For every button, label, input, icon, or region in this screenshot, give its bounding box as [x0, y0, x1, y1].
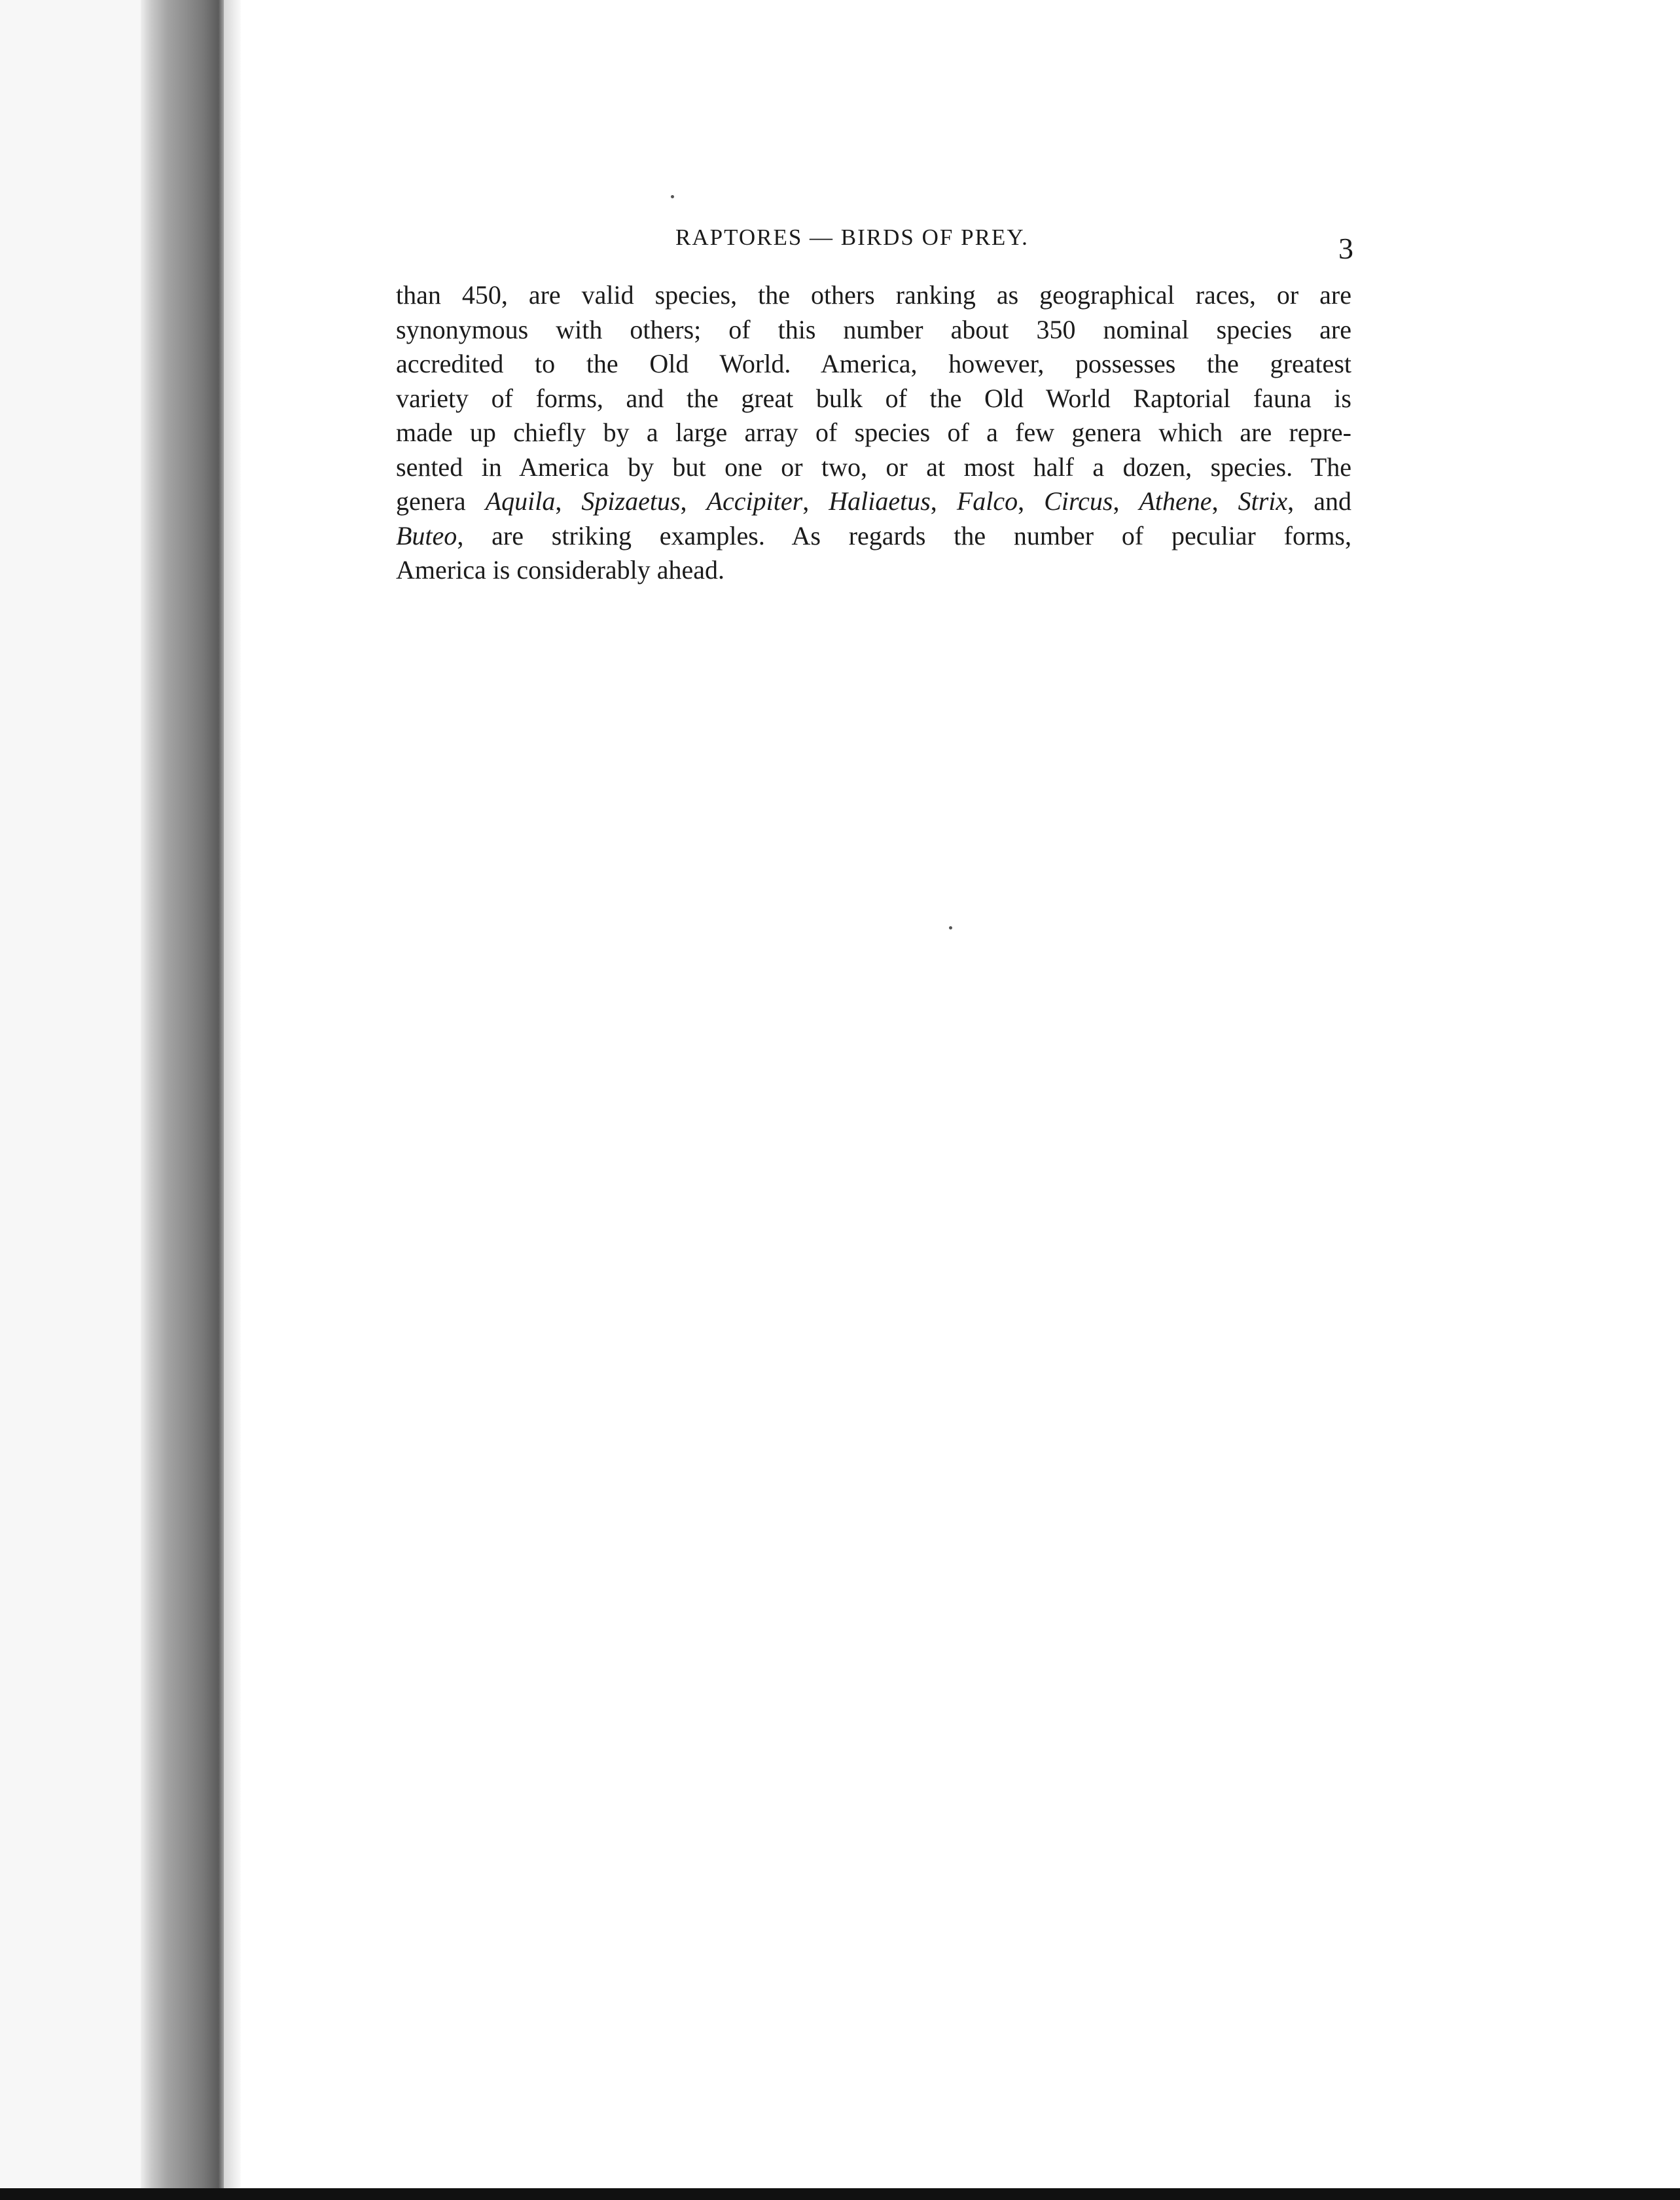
line-tail: are striking examples. As regards the number of peculiar forms,	[491, 520, 1351, 550]
genus-name: Buteo	[396, 520, 457, 550]
text-line-8: Buteo, are striking examples. As regards the number of peculiar forms,	[396, 520, 1351, 550]
text-line-6: sented in America by but one or two, or at most half a dozen, species. The	[396, 452, 1351, 482]
running-head-title: RAPTORES — BIRDS OF PREY.	[675, 225, 1029, 250]
genus-name: Haliaetus	[829, 486, 931, 516]
genus-name: Aquila	[485, 486, 556, 516]
dust-speck	[671, 195, 674, 198]
genus-name: Athene	[1139, 486, 1212, 516]
page-number: 3	[1338, 232, 1353, 265]
left-page-margin	[0, 0, 141, 2200]
text-line-2: synonymous with others; of this number about 350 nominal species are	[396, 314, 1351, 344]
running-head	[393, 213, 1545, 272]
page-bottom-edge	[0, 2188, 1680, 2200]
genus-name: Accipiter	[706, 486, 803, 516]
text-line-5: made up chiefly by a large array of species of a few genera which are repre-	[396, 418, 1351, 447]
binding-gutter-shadow	[141, 0, 229, 2200]
genus-name: Strix	[1238, 486, 1288, 516]
text-line-1: than 450, are valid species, the others ranking as geographical races, or are	[396, 280, 1351, 310]
genus-name: Circus	[1044, 486, 1113, 516]
text-line-4: variety of forms, and the great bulk of the Old World Raptorial fauna is	[396, 383, 1351, 413]
text-line-3: accredited to the Old World. America, however, possesses the greatest	[396, 349, 1351, 378]
dust-speck	[949, 926, 952, 929]
genus-name: Spizaetus	[581, 486, 681, 516]
genera-lead-word: genera	[396, 486, 466, 516]
body-paragraph	[396, 278, 1351, 588]
text-line-7: genera Aquila, Spizaetus, Accipiter, Haliaetus, Falco, Circus, Athene, Strix, and	[396, 486, 1351, 516]
genus-name: Falco	[956, 486, 1018, 516]
gutter-inner-shadow	[224, 0, 241, 2200]
text-line-9: America is considerably ahead.	[396, 555, 725, 585]
